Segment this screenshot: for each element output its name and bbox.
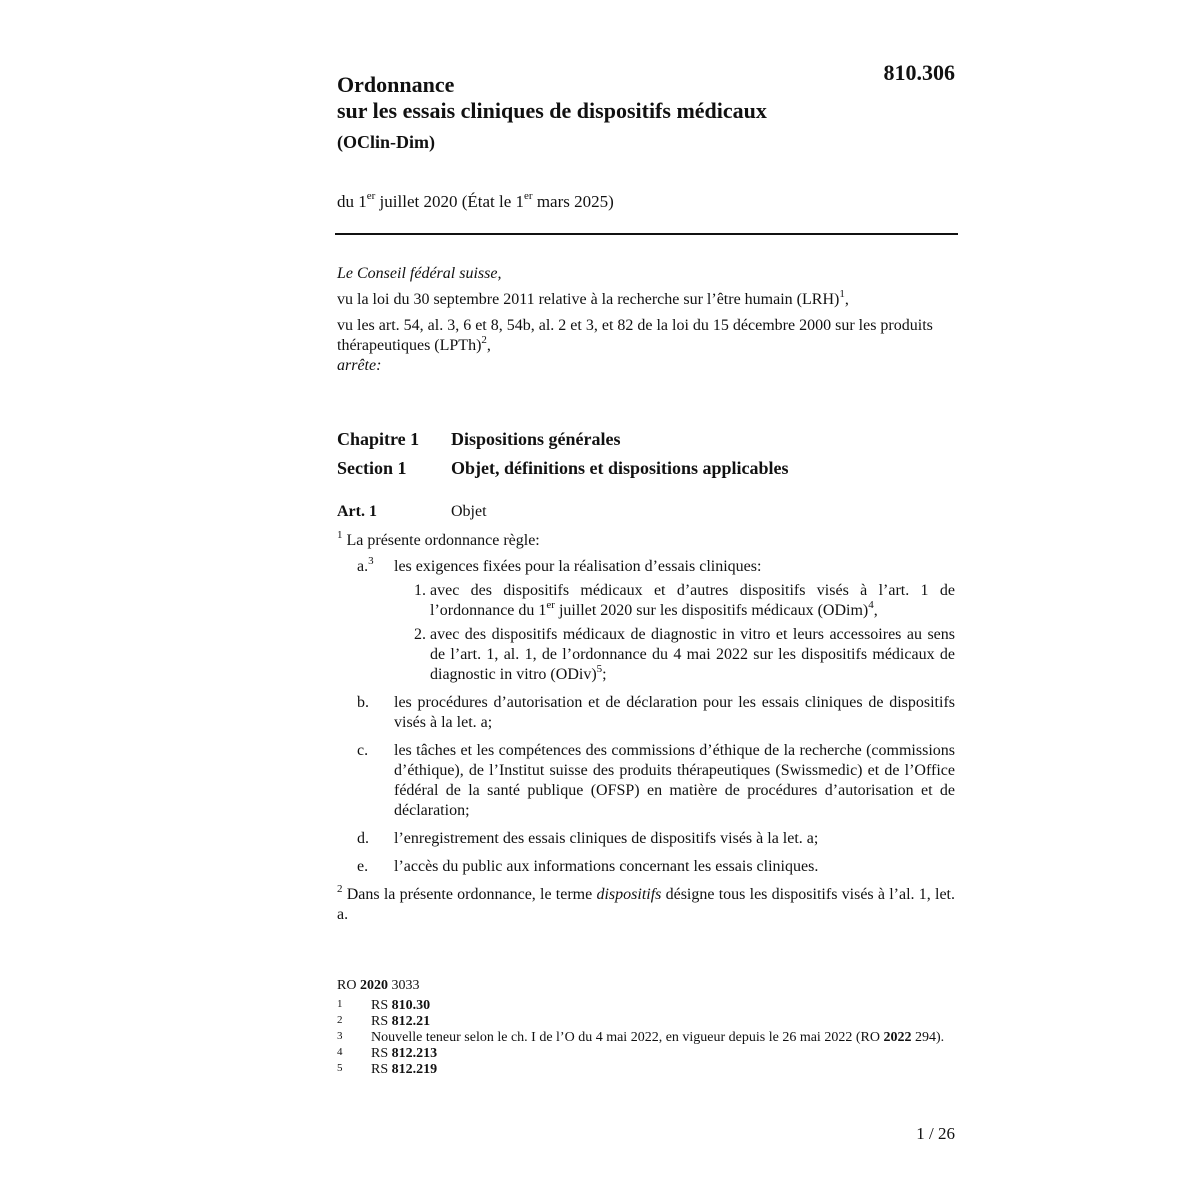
footnote-link[interactable]: 812.213 xyxy=(391,1046,438,1061)
ro-reference: RO 2020 3033 xyxy=(337,978,420,993)
paragraph-2: $^2$ Dans la présente ordonnance, le terme dispositifs désigne tous les dispositifs visés à l’al. 1, let. a. xyxy=(337,882,955,923)
footnote-number: 3 xyxy=(337,1030,343,1042)
preamble-basis-1 xyxy=(337,287,957,310)
footnote-ref[interactable]: 3 xyxy=(368,554,374,567)
basis-end: , xyxy=(844,291,849,308)
item-a-text: les exigences fixées pour la réalisation d’essais cliniques: xyxy=(394,558,762,575)
list-text: l’accès du public aux informations concernant les essais cliniques. xyxy=(394,858,819,875)
paragraph-text: La présente ordonnance règle: xyxy=(342,532,540,549)
list-marker: a.$^3$ xyxy=(357,554,374,575)
list-item-c xyxy=(337,741,955,821)
list-text: l’enregistrement des essais cliniques de dispositifs visés à la let. a; xyxy=(394,830,819,847)
paragraph-number: 1 xyxy=(337,528,343,541)
footnotes xyxy=(337,978,957,1078)
chapter-label: Chapitre 1 xyxy=(337,429,420,449)
list-item-a xyxy=(337,554,955,685)
sub-marker: 2. xyxy=(414,626,426,643)
footnote: 1 RS 810.30 xyxy=(337,998,431,1013)
footnote-ref[interactable]: 5 xyxy=(596,662,603,675)
date-sup: er xyxy=(524,190,533,203)
preamble-decree: arrête: xyxy=(337,357,382,374)
header-divider xyxy=(335,233,958,235)
sub-item-1 xyxy=(394,581,955,621)
sub-text: avec des dispositifs médicaux de diagnostic in vitro et leurs accessoires au sens de l’art. 1, al. 1, de l’ordonnance du 4 mai 2022 sur les dispositifs médicaux de diagnostic in vitro (ODiv)$^5$; xyxy=(430,626,955,683)
section-row xyxy=(337,454,957,483)
article-number: Art. 1 xyxy=(337,503,377,520)
list-item-b xyxy=(337,693,955,733)
paragraph-number: 2 xyxy=(337,882,343,895)
footnote-ref[interactable]: 2 xyxy=(481,333,487,346)
footnote-ref[interactable]: 1 xyxy=(839,287,845,300)
section-label: Section 1 xyxy=(337,458,407,478)
preamble xyxy=(337,264,957,382)
page-number: 1 / 26 xyxy=(916,1124,955,1143)
list-marker: d. xyxy=(357,830,369,847)
article-body xyxy=(337,528,955,925)
footnote: 3 Nouvelle teneur selon le ch. I de l’O du 4 mai 2022, en vigueur depuis le 26 mai 2022 (RO 2022 294). xyxy=(337,1030,945,1045)
chapter-row xyxy=(337,425,957,454)
list-marker: c. xyxy=(357,742,369,759)
footnote-link[interactable]: 812.21 xyxy=(391,1014,431,1029)
paragraph-1 xyxy=(337,528,955,551)
sub-item-2 xyxy=(394,625,955,685)
footnote-link[interactable]: 810.30 xyxy=(391,998,431,1013)
date-middle: juillet 2020 (État le 1 xyxy=(375,192,525,211)
footnote: 2 RS 812.21 xyxy=(337,1014,431,1029)
sr-number: 810.306 xyxy=(883,60,955,85)
article-heading xyxy=(337,503,487,521)
list-item-d xyxy=(337,829,955,849)
footnote-number: 4 xyxy=(337,1046,343,1058)
document-title: Ordonnance xyxy=(337,72,455,97)
sub-marker: 1. xyxy=(414,582,426,599)
basis-text: vu la loi du 30 septembre 2011 relative à la recherche sur l’être humain (LRH) xyxy=(337,291,840,308)
document-subtitle: sur les essais cliniques de dispositifs médicaux xyxy=(337,98,767,123)
sub-text: avec des dispositifs médicaux et d’autres dispositifs visés à l’art. 1 de l’ordonnance du 1er juillet 2020 sur les dispositifs médicaux (ODim)$^4$, xyxy=(430,582,955,619)
footnote-number: 1 xyxy=(337,998,343,1010)
chapter-heading xyxy=(337,425,957,483)
date-suffix: mars 2025) xyxy=(532,192,614,211)
footnote-link[interactable]: 812.219 xyxy=(391,1062,438,1077)
footnote-ref[interactable]: 4 xyxy=(868,598,874,611)
footnote-number: 5 xyxy=(337,1062,343,1074)
basis-text: vu les art. 54, al. 3, 6 et 8, 54b, al. 2 et 3, et 82 de la loi du 15 décembre 2000 sur les produits thérapeutiques (LPTh) xyxy=(337,317,933,354)
footnote-number: 2 xyxy=(337,1014,343,1026)
title-block xyxy=(337,72,897,154)
list-marker: e. xyxy=(357,858,369,875)
date-sup: er xyxy=(366,190,376,203)
list-text: les tâches et les compétences des commissions d’éthique de la recherche (commissions d’éthique), de l’Institut suisse des produits thérapeutiques (Swissmedic) et de l’Office fédéral de la santé publique (OFSP) en matière de procédures d’autorisation et de déclaration; xyxy=(394,742,955,819)
date-prefix: du 1 xyxy=(337,192,367,211)
footnote: 5 RS 812.219 xyxy=(337,1062,438,1077)
list-marker: b. xyxy=(357,694,369,711)
chapter-title: Dispositions générales xyxy=(451,429,621,449)
list-item-e xyxy=(337,857,955,877)
preamble-authority: Le Conseil fédéral suisse, xyxy=(337,265,502,282)
document-abbreviation: (OClin-Dim) xyxy=(337,132,435,152)
footnote-link[interactable]: 2022 xyxy=(883,1030,912,1045)
date-line xyxy=(337,192,614,212)
footnote: 4 RS 812.213 xyxy=(337,1046,438,1061)
article-title: Objet xyxy=(451,503,487,520)
list-text: les procédures d’autorisation et de déclaration pour les essais cliniques de dispositifs visés à la let. a; xyxy=(394,694,955,731)
preamble-basis-2 xyxy=(337,316,957,356)
section-title: Objet, définitions et dispositions applicables xyxy=(451,458,789,478)
basis-end: , xyxy=(486,337,491,354)
list-text xyxy=(394,557,955,685)
defined-term: dispositifs xyxy=(596,886,662,903)
